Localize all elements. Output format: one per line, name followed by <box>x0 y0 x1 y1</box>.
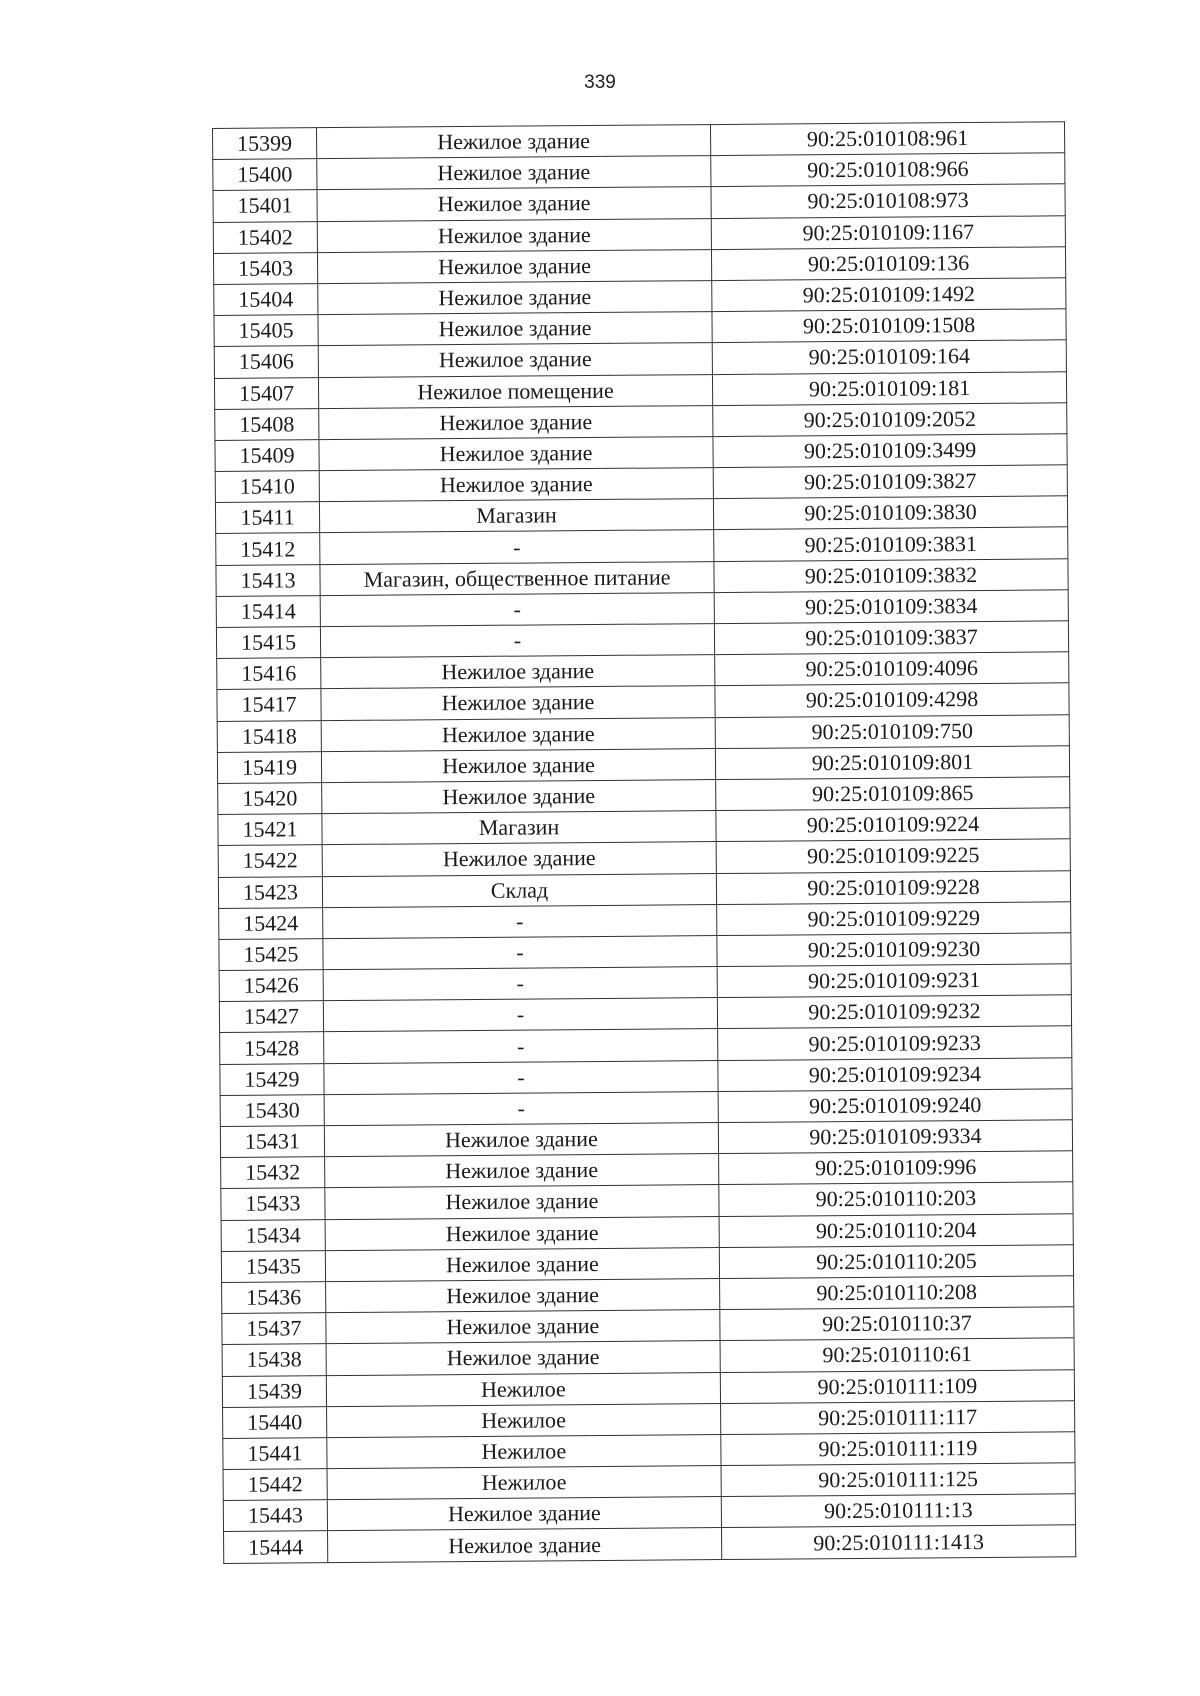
row-number-cell: 15431 <box>220 1126 324 1158</box>
object-name-cell: Нежилое здание <box>322 780 716 814</box>
row-number-cell: 15436 <box>222 1282 326 1314</box>
row-number-cell: 15406 <box>214 346 318 378</box>
cadastral-number-cell: 90:25:010109:750 <box>715 714 1069 748</box>
object-name-cell: Нежилое здание <box>317 249 711 283</box>
row-number-cell: 15418 <box>217 720 321 752</box>
cadastral-number-cell: 90:25:010111:119 <box>721 1432 1075 1466</box>
row-number-cell: 15415 <box>216 627 320 659</box>
cadastral-number-cell: 90:25:010108:961 <box>710 122 1064 156</box>
object-name-cell: Нежилое здание <box>326 1310 720 1344</box>
row-number-cell: 15408 <box>215 408 319 440</box>
cadastral-number-cell: 90:25:010109:3830 <box>713 496 1067 530</box>
row-number-cell: 15417 <box>217 689 321 721</box>
row-number-cell: 15414 <box>216 595 320 627</box>
row-number-cell: 15424 <box>219 907 323 939</box>
cadastral-number-cell: 90:25:010111:109 <box>720 1369 1074 1403</box>
object-name-cell: Нежилое здание <box>321 717 715 751</box>
table-row <box>224 1525 1076 1563</box>
cadastral-number-cell: 90:25:010109:3832 <box>714 558 1068 592</box>
cadastral-number-cell: 90:25:010109:9234 <box>718 1057 1072 1091</box>
object-name-cell: Нежилое здание <box>325 1216 719 1250</box>
object-name-cell: Нежилое здание <box>318 343 712 377</box>
object-name-cell: Нежилое здание <box>318 281 712 315</box>
row-number-cell: 15443 <box>223 1500 327 1532</box>
cadastral-number-cell: 90:25:010108:973 <box>711 184 1065 218</box>
cadastral-number-cell: 90:25:010109:4298 <box>715 683 1069 717</box>
row-number-cell: 15400 <box>213 159 317 191</box>
row-number-cell: 15429 <box>220 1063 324 1095</box>
row-number-cell: 15423 <box>218 876 322 908</box>
row-number-cell: 15416 <box>217 658 321 690</box>
cadastral-number-cell: 90:25:010111:125 <box>721 1463 1075 1497</box>
object-name-cell: Нежилое здание <box>328 1528 722 1562</box>
cadastral-number-cell: 90:25:010109:9334 <box>718 1120 1072 1154</box>
object-name-cell: Нежилое здание <box>325 1154 719 1188</box>
row-number-cell: 15435 <box>221 1250 325 1282</box>
object-name-cell: Нежилое здание <box>318 312 712 346</box>
cadastral-number-cell: 90:25:010109:164 <box>712 340 1066 374</box>
row-number-cell: 15407 <box>214 377 318 409</box>
row-number-cell: 15442 <box>223 1469 327 1501</box>
cadastral-number-cell: 90:25:010109:996 <box>719 1151 1073 1185</box>
cadastral-number-cell: 90:25:010109:801 <box>715 746 1069 780</box>
object-name-cell: - <box>320 530 714 564</box>
cadastral-number-cell: 90:25:010109:1492 <box>712 278 1066 312</box>
cadastral-number-cell: 90:25:010109:2052 <box>713 402 1067 436</box>
cadastral-number-cell: 90:25:010109:3827 <box>713 465 1067 499</box>
cadastral-number-cell: 90:25:010110:37 <box>720 1307 1074 1341</box>
cadastral-number-cell: 90:25:010110:203 <box>719 1182 1073 1216</box>
row-number-cell: 15399 <box>213 128 317 160</box>
row-number-cell: 15433 <box>221 1188 325 1220</box>
object-name-cell: Нежилое здание <box>325 1185 719 1219</box>
object-name-cell: Нежилое здание <box>327 1497 721 1531</box>
cadastral-number-cell: 90:25:010109:3837 <box>714 621 1068 655</box>
table-body <box>213 122 1076 1563</box>
object-name-cell: Нежилое здание <box>317 156 711 190</box>
object-name-cell: Нежилое <box>327 1466 721 1500</box>
row-number-cell: 15439 <box>222 1375 326 1407</box>
cadastral-number-cell: 90:25:010109:1508 <box>712 309 1066 343</box>
cadastral-number-cell: 90:25:010111:13 <box>721 1494 1075 1528</box>
cadastral-number-cell: 90:25:010109:9229 <box>717 901 1071 935</box>
object-name-cell: - <box>324 1060 718 1094</box>
cadastral-number-cell: 90:25:010109:136 <box>711 247 1065 281</box>
object-name-cell: - <box>324 1091 718 1125</box>
object-name-cell: Нежилое здание <box>319 405 713 439</box>
row-number-cell: 15426 <box>219 970 323 1002</box>
row-number-cell: 15430 <box>220 1094 324 1126</box>
row-number-cell: 15421 <box>218 814 322 846</box>
cadastral-number-cell: 90:25:010109:9233 <box>718 1026 1072 1060</box>
cadastral-number-cell: 90:25:010109:181 <box>712 371 1066 405</box>
object-name-cell: Нежилое здание <box>319 436 713 470</box>
row-number-cell: 15438 <box>222 1344 326 1376</box>
cadastral-number-cell: 90:25:010109:865 <box>716 777 1070 811</box>
cadastral-number-cell: 90:25:010109:9231 <box>717 964 1071 998</box>
object-name-cell: Склад <box>322 873 716 907</box>
row-number-cell: 15402 <box>213 221 317 253</box>
object-name-cell: Нежилое <box>326 1372 720 1406</box>
object-name-cell: - <box>323 935 717 969</box>
cadastral-number-cell: 90:25:010109:3499 <box>713 434 1067 468</box>
cadastral-number-cell: 90:25:010109:9232 <box>717 995 1071 1029</box>
row-number-cell: 15432 <box>221 1157 325 1189</box>
cadastral-number-cell: 90:25:010109:9225 <box>716 839 1070 873</box>
object-name-cell: - <box>323 904 717 938</box>
object-name-cell: Магазин, общественное питание <box>320 561 714 595</box>
registry-table <box>212 121 1076 1563</box>
object-name-cell: Нежилое здание <box>326 1278 720 1312</box>
object-name-cell: Нежилое <box>327 1403 721 1437</box>
object-name-cell: Нежилое здание <box>321 686 715 720</box>
object-name-cell: Нежилое здание <box>325 1247 719 1281</box>
row-number-cell: 15401 <box>213 190 317 222</box>
cadastral-number-cell: 90:25:010109:3831 <box>714 527 1068 561</box>
row-number-cell: 15441 <box>223 1438 327 1470</box>
row-number-cell: 15412 <box>216 533 320 565</box>
cadastral-number-cell: 90:25:010109:3834 <box>714 590 1068 624</box>
row-number-cell: 15403 <box>213 252 317 284</box>
object-name-cell: - <box>323 998 717 1032</box>
object-name-cell: Нежилое здание <box>326 1341 720 1375</box>
cadastral-number-cell: 90:25:010109:4096 <box>715 652 1069 686</box>
page-number: 339 <box>584 72 616 93</box>
object-name-cell: - <box>324 1029 718 1063</box>
object-name-cell: Нежилое <box>327 1434 721 1468</box>
object-name-cell: - <box>320 592 714 626</box>
cadastral-number-cell: 90:25:010109:9228 <box>716 870 1070 904</box>
cadastral-number-cell: 90:25:010110:208 <box>720 1276 1074 1310</box>
cadastral-number-cell: 90:25:010109:9230 <box>717 933 1071 967</box>
cadastral-number-cell: 90:25:010110:204 <box>719 1213 1073 1247</box>
cadastral-number-cell: 90:25:010108:966 <box>711 153 1065 187</box>
row-number-cell: 15410 <box>215 471 319 503</box>
object-name-cell: - <box>323 967 717 1001</box>
row-number-cell: 15427 <box>219 1001 323 1033</box>
object-name-cell: - <box>320 624 714 658</box>
row-number-cell: 15420 <box>218 783 322 815</box>
cadastral-number-cell: 90:25:010111:1413 <box>722 1525 1076 1559</box>
row-number-cell: 15440 <box>223 1406 327 1438</box>
cadastral-number-cell: 90:25:010110:61 <box>720 1338 1074 1372</box>
cadastral-number-cell: 90:25:010109:9224 <box>716 808 1070 842</box>
row-number-cell: 15413 <box>216 564 320 596</box>
row-number-cell: 15404 <box>214 284 318 316</box>
cadastral-number-cell: 90:25:010110:205 <box>719 1245 1073 1279</box>
object-name-cell: Нежилое здание <box>322 842 716 876</box>
object-name-cell: Нежилое помещение <box>318 374 712 408</box>
object-name-cell: Нежилое здание <box>321 748 715 782</box>
row-number-cell: 15444 <box>224 1531 328 1563</box>
cadastral-number-cell: 90:25:010111:117 <box>721 1400 1075 1434</box>
row-number-cell: 15405 <box>214 315 318 347</box>
row-number-cell: 15419 <box>217 751 321 783</box>
row-number-cell: 15411 <box>215 502 319 534</box>
row-number-cell: 15422 <box>218 845 322 877</box>
row-number-cell: 15434 <box>221 1219 325 1251</box>
object-name-cell: Нежилое здание <box>324 1123 718 1157</box>
object-name-cell: Магазин <box>319 499 713 533</box>
object-name-cell: Нежилое здание <box>321 655 715 689</box>
row-number-cell: 15425 <box>219 939 323 971</box>
row-number-cell: 15428 <box>220 1032 324 1064</box>
object-name-cell: Нежилое здание <box>317 125 711 159</box>
object-name-cell: Нежилое здание <box>317 187 711 221</box>
cadastral-number-cell: 90:25:010109:9240 <box>718 1089 1072 1123</box>
cadastral-number-cell: 90:25:010109:1167 <box>711 215 1065 249</box>
row-number-cell: 15437 <box>222 1313 326 1345</box>
object-name-cell: Нежилое здание <box>317 218 711 252</box>
object-name-cell: Нежилое здание <box>319 468 713 502</box>
object-name-cell: Магазин <box>322 811 716 845</box>
row-number-cell: 15409 <box>215 440 319 472</box>
